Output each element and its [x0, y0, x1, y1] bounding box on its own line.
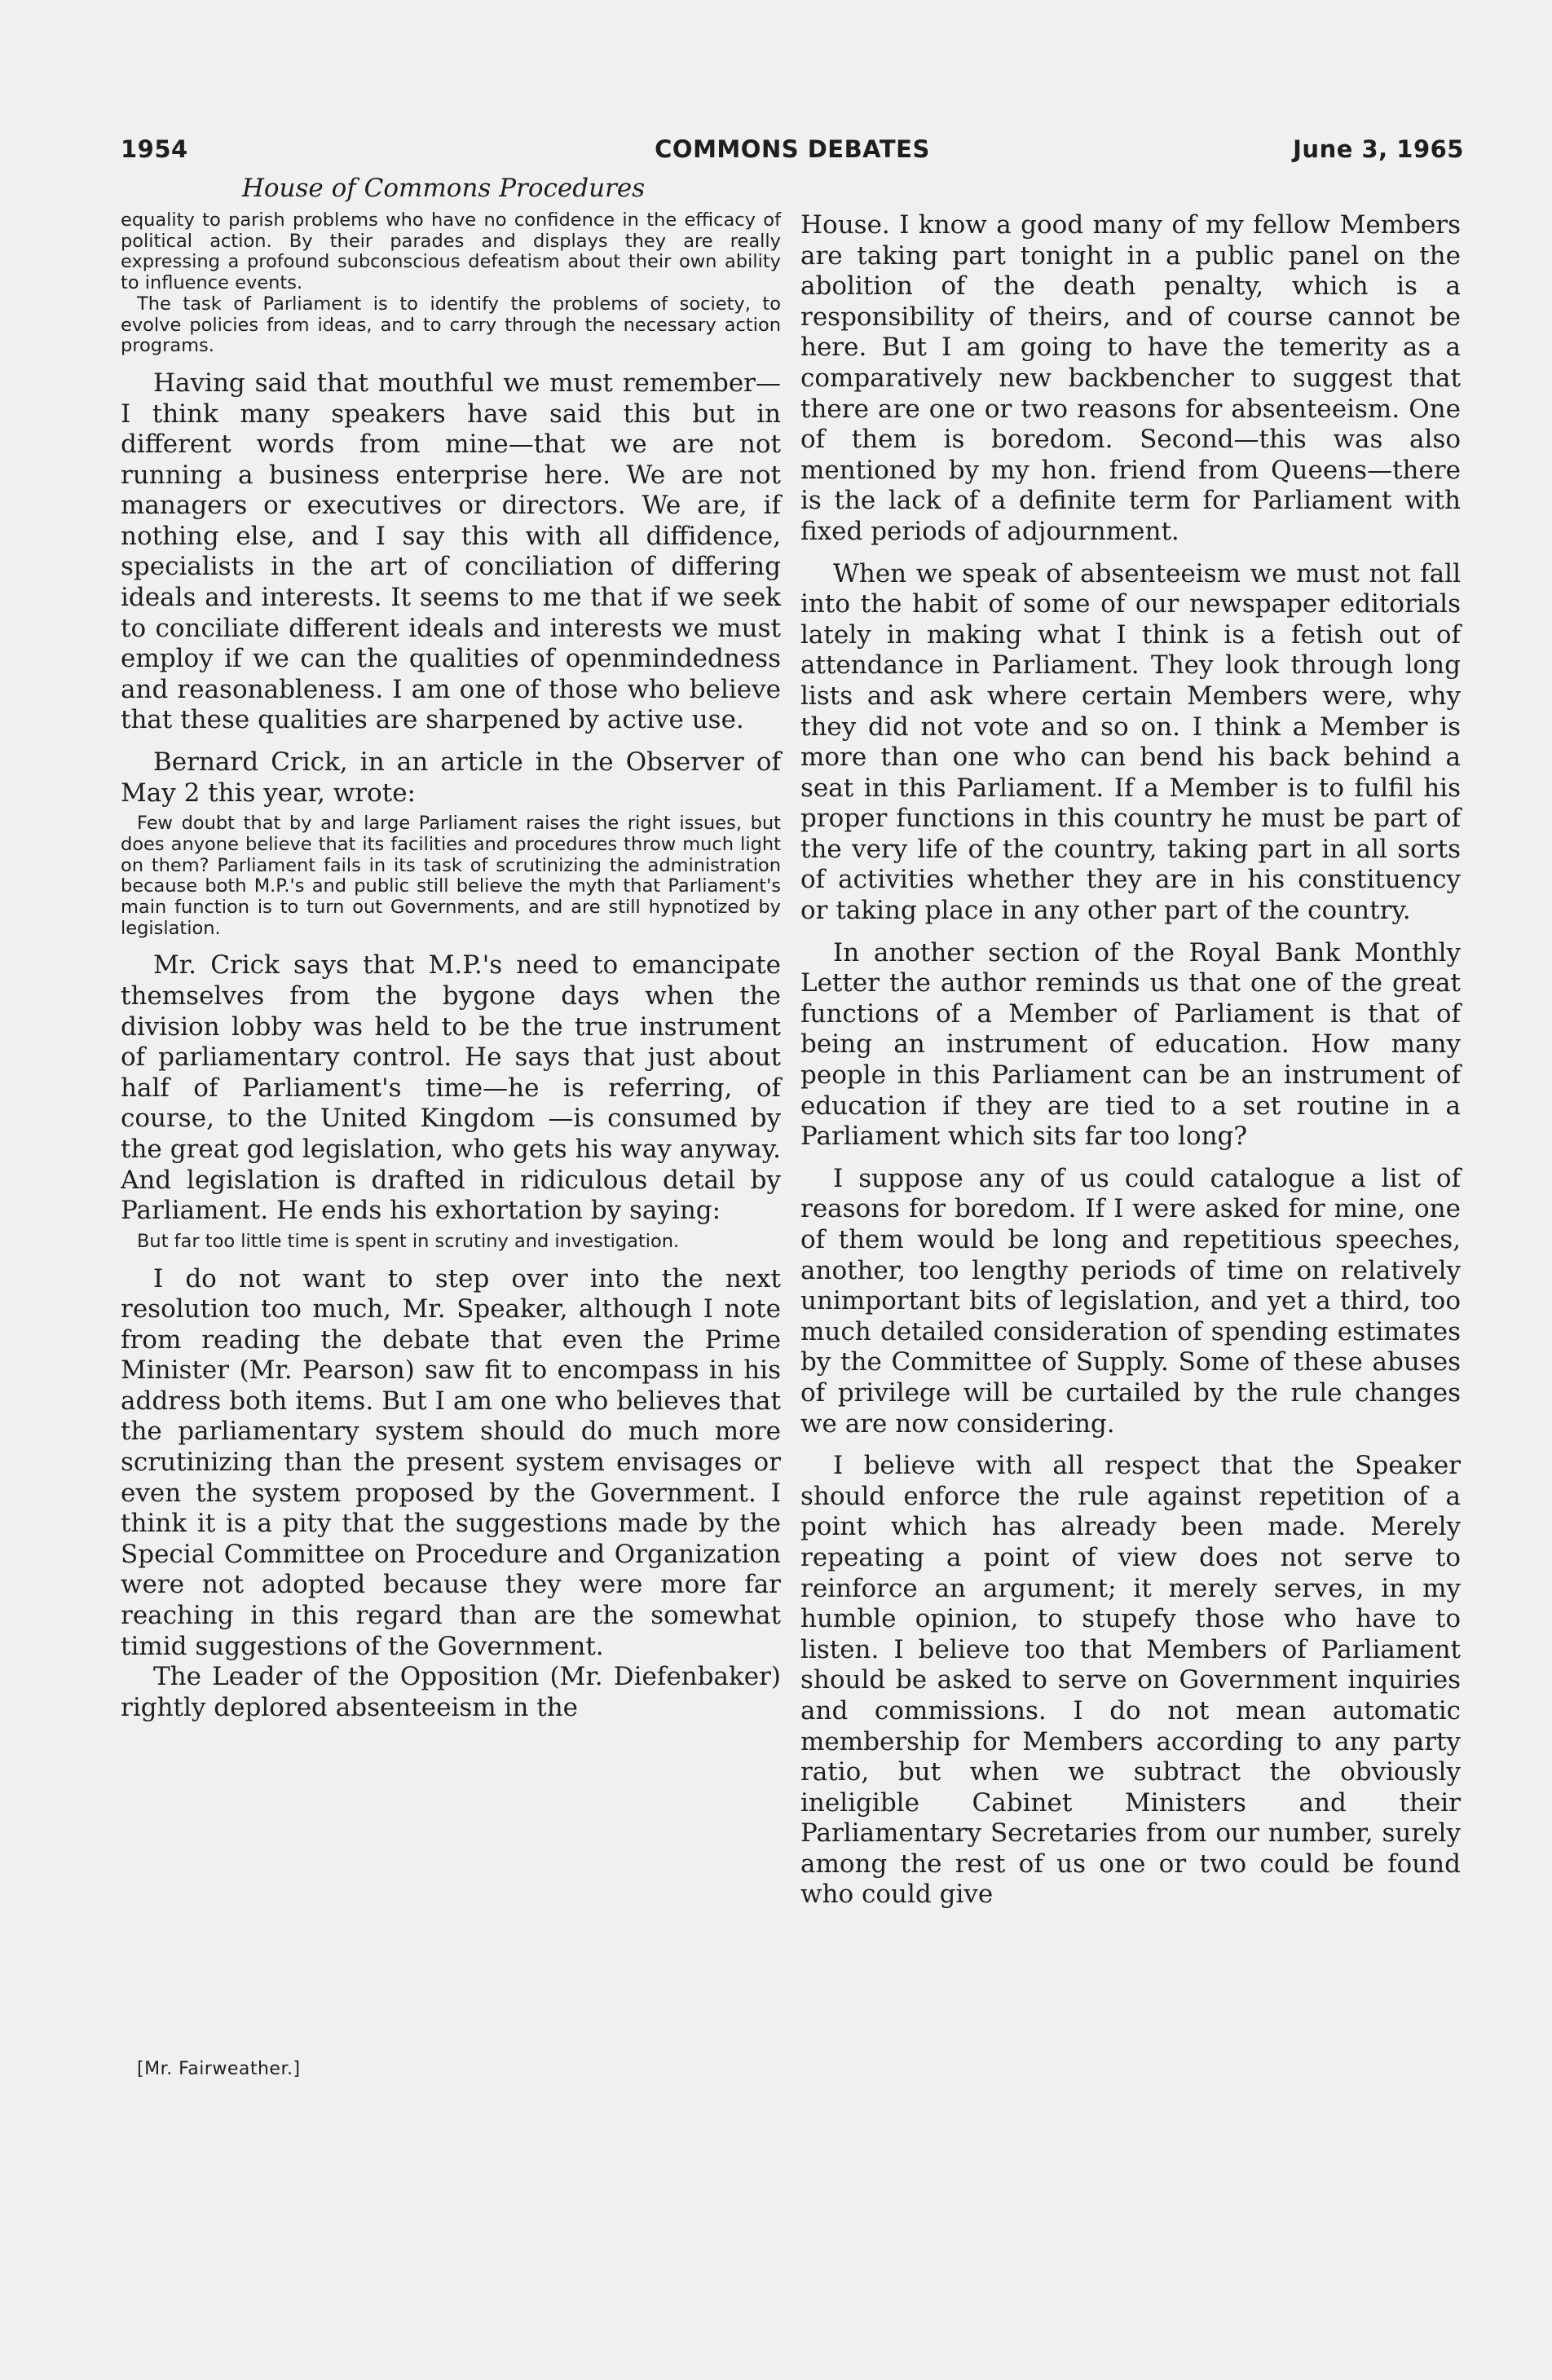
page-number: 1954 [121, 135, 188, 163]
block-quote [121, 210, 781, 357]
quote-paragraph: equality to parish problems who have no confidence in the efficacy of political action. By their parades and displays they are really expressing a profound subconscious defeatism about their own ability to influence events. [121, 209, 781, 294]
body-paragraph: I believe with all respect that the Speaker should enforce the rule against repetition of a point which has already been made. Merely repeating a point of view does not serve to reinforce an argument; it merely serves, in my humble opinion, to stupefy those who have to listen. I believe too that Members of Parliament should be asked to serve on Government inquiries and commissions. I do not mean automatic membership for Members according to any party ratio, but when we subtract the obviously ineligible Cabinet Ministers and their Parliamentary Secretaries from our number, surely among the rest of us one or two could be found who could give [800, 1451, 1461, 1910]
block-quote: But far too little time is spent in scrutiny and investigation. [137, 1230, 680, 1252]
body-paragraph: I suppose any of us could catalogue a list of reasons for boredom. If I were asked for mine, one of them would be long and repetitious speeches, another, too lengthy periods of time on relatively unimportant bits of legislation, and yet a third, too much detailed consideration of spending estimates by the Committee of Supply. Some of these abuses of privilege will be curtailed by the rule changes we are now considering. [800, 1163, 1461, 1439]
speaker-attribution: [Mr. Fairweather.] [137, 2059, 301, 2079]
body-paragraph: House. I know a good many of my fellow Members are taking part tonight in a public panel on the abolition of the death penalty, which is a responsibility of theirs, and of course cannot be here. But I am going to have the temerity as a comparatively new backbencher to suggest that there are one or two reasons for absenteeism. One of them is boredom. Second—this was also mentioned by my hon. friend from Queens—there is the lack of a definite term for Parliament with fixed periods of adjournment. [800, 210, 1461, 546]
left-column [121, 210, 781, 1723]
section-subtitle: House of Commons Procedures [241, 174, 646, 203]
body-paragraph: In another section of the Royal Bank Monthly Letter the author reminds us that one of the great functions of a Member of Parliament is that of being an instrument of education. How many people in this Parliament can be an instrument of education if they are tied to a set routine in a Parliament which sits far too long? [800, 937, 1461, 1152]
body-paragraph: Bernard Crick, in an article in the Observer of May 2 this year, wrote: [121, 747, 781, 808]
right-column [800, 210, 1461, 1911]
body-paragraph: I do not want to step over into the next resolution too much, Mr. Speaker, although I note from reading the debate that even the Prime Minister (Mr. Pearson) saw fit to encompass in his address both items. But I am one who believes that the parliamentary system should do much more scrutinizing than the present system envisages or even the system proposed by the Government. I think it is a pity that the suggestions made by the Special Committee on Procedure and Organization were not adopted because they were more far reaching in this regard than are the somewhat timid suggestions of the Government. [121, 1263, 781, 1661]
quote-paragraph: The task of Parliament is to identify the problems of society, to evolve policies from ideas, and to carry through the necessary action programs. [121, 293, 781, 357]
page-header [121, 135, 1464, 174]
body-paragraph: Having said that mouthful we must remember—I think many speakers have said this but in different words from mine—that we are not running a business enterprise here. We are not managers or executives or directors. We are, if nothing else, and I say this with all diffidence, specialists in the art of conciliation of differing ideals and interests. It seems to me that if we seek to conciliate different ideals and interests we must employ if we can the qualities of openmindedness and reasonableness. I am one of those who believe that these qualities are sharpened by active use. [121, 368, 781, 735]
debate-date: June 3, 1965 [1293, 135, 1464, 163]
block-quote: Few doubt that by and large Parliament raises the right issues, but does anyone believe that its facilities and procedures throw much light on them? Parliament fails in its task of scrutinizing the administration because both M.P.'s and public still believe the myth that Parliament's main function is to turn out Governments, and are still hypnotized by legislation. [121, 813, 781, 939]
body-paragraph: Mr. Crick says that M.P.'s need to emancipate themselves from the bygone days when the division lobby was held to be the true instrument of parliamentary control. He says that just about half of Parliament's time—he is referring, of course, to the United Kingdom —is consumed by the great god legislation, who gets his way anyway. And legislation is drafted in ridiculous detail by Parliament. He ends his exhortation by saying: [121, 950, 781, 1226]
body-paragraph: When we speak of absenteeism we must not fall into the habit of some of our newspaper editorials lately in making what I think is a fetish out of attendance in Parliament. They look through long lists and ask where certain Members were, why they did not vote and so on. I think a Member is more than one who can bend his back behind a seat in this Parliament. If a Member is to fulfil his proper functions in this country he must be part of the very life of the country, taking part in all sorts of activities whether they are in his constituency or taking place in any other part of the country. [800, 558, 1461, 926]
body-paragraph: The Leader of the Opposition (Mr. Diefenbaker) rightly deplored absenteeism in the [121, 1662, 781, 1722]
publication-title: COMMONS DEBATES [655, 135, 930, 163]
